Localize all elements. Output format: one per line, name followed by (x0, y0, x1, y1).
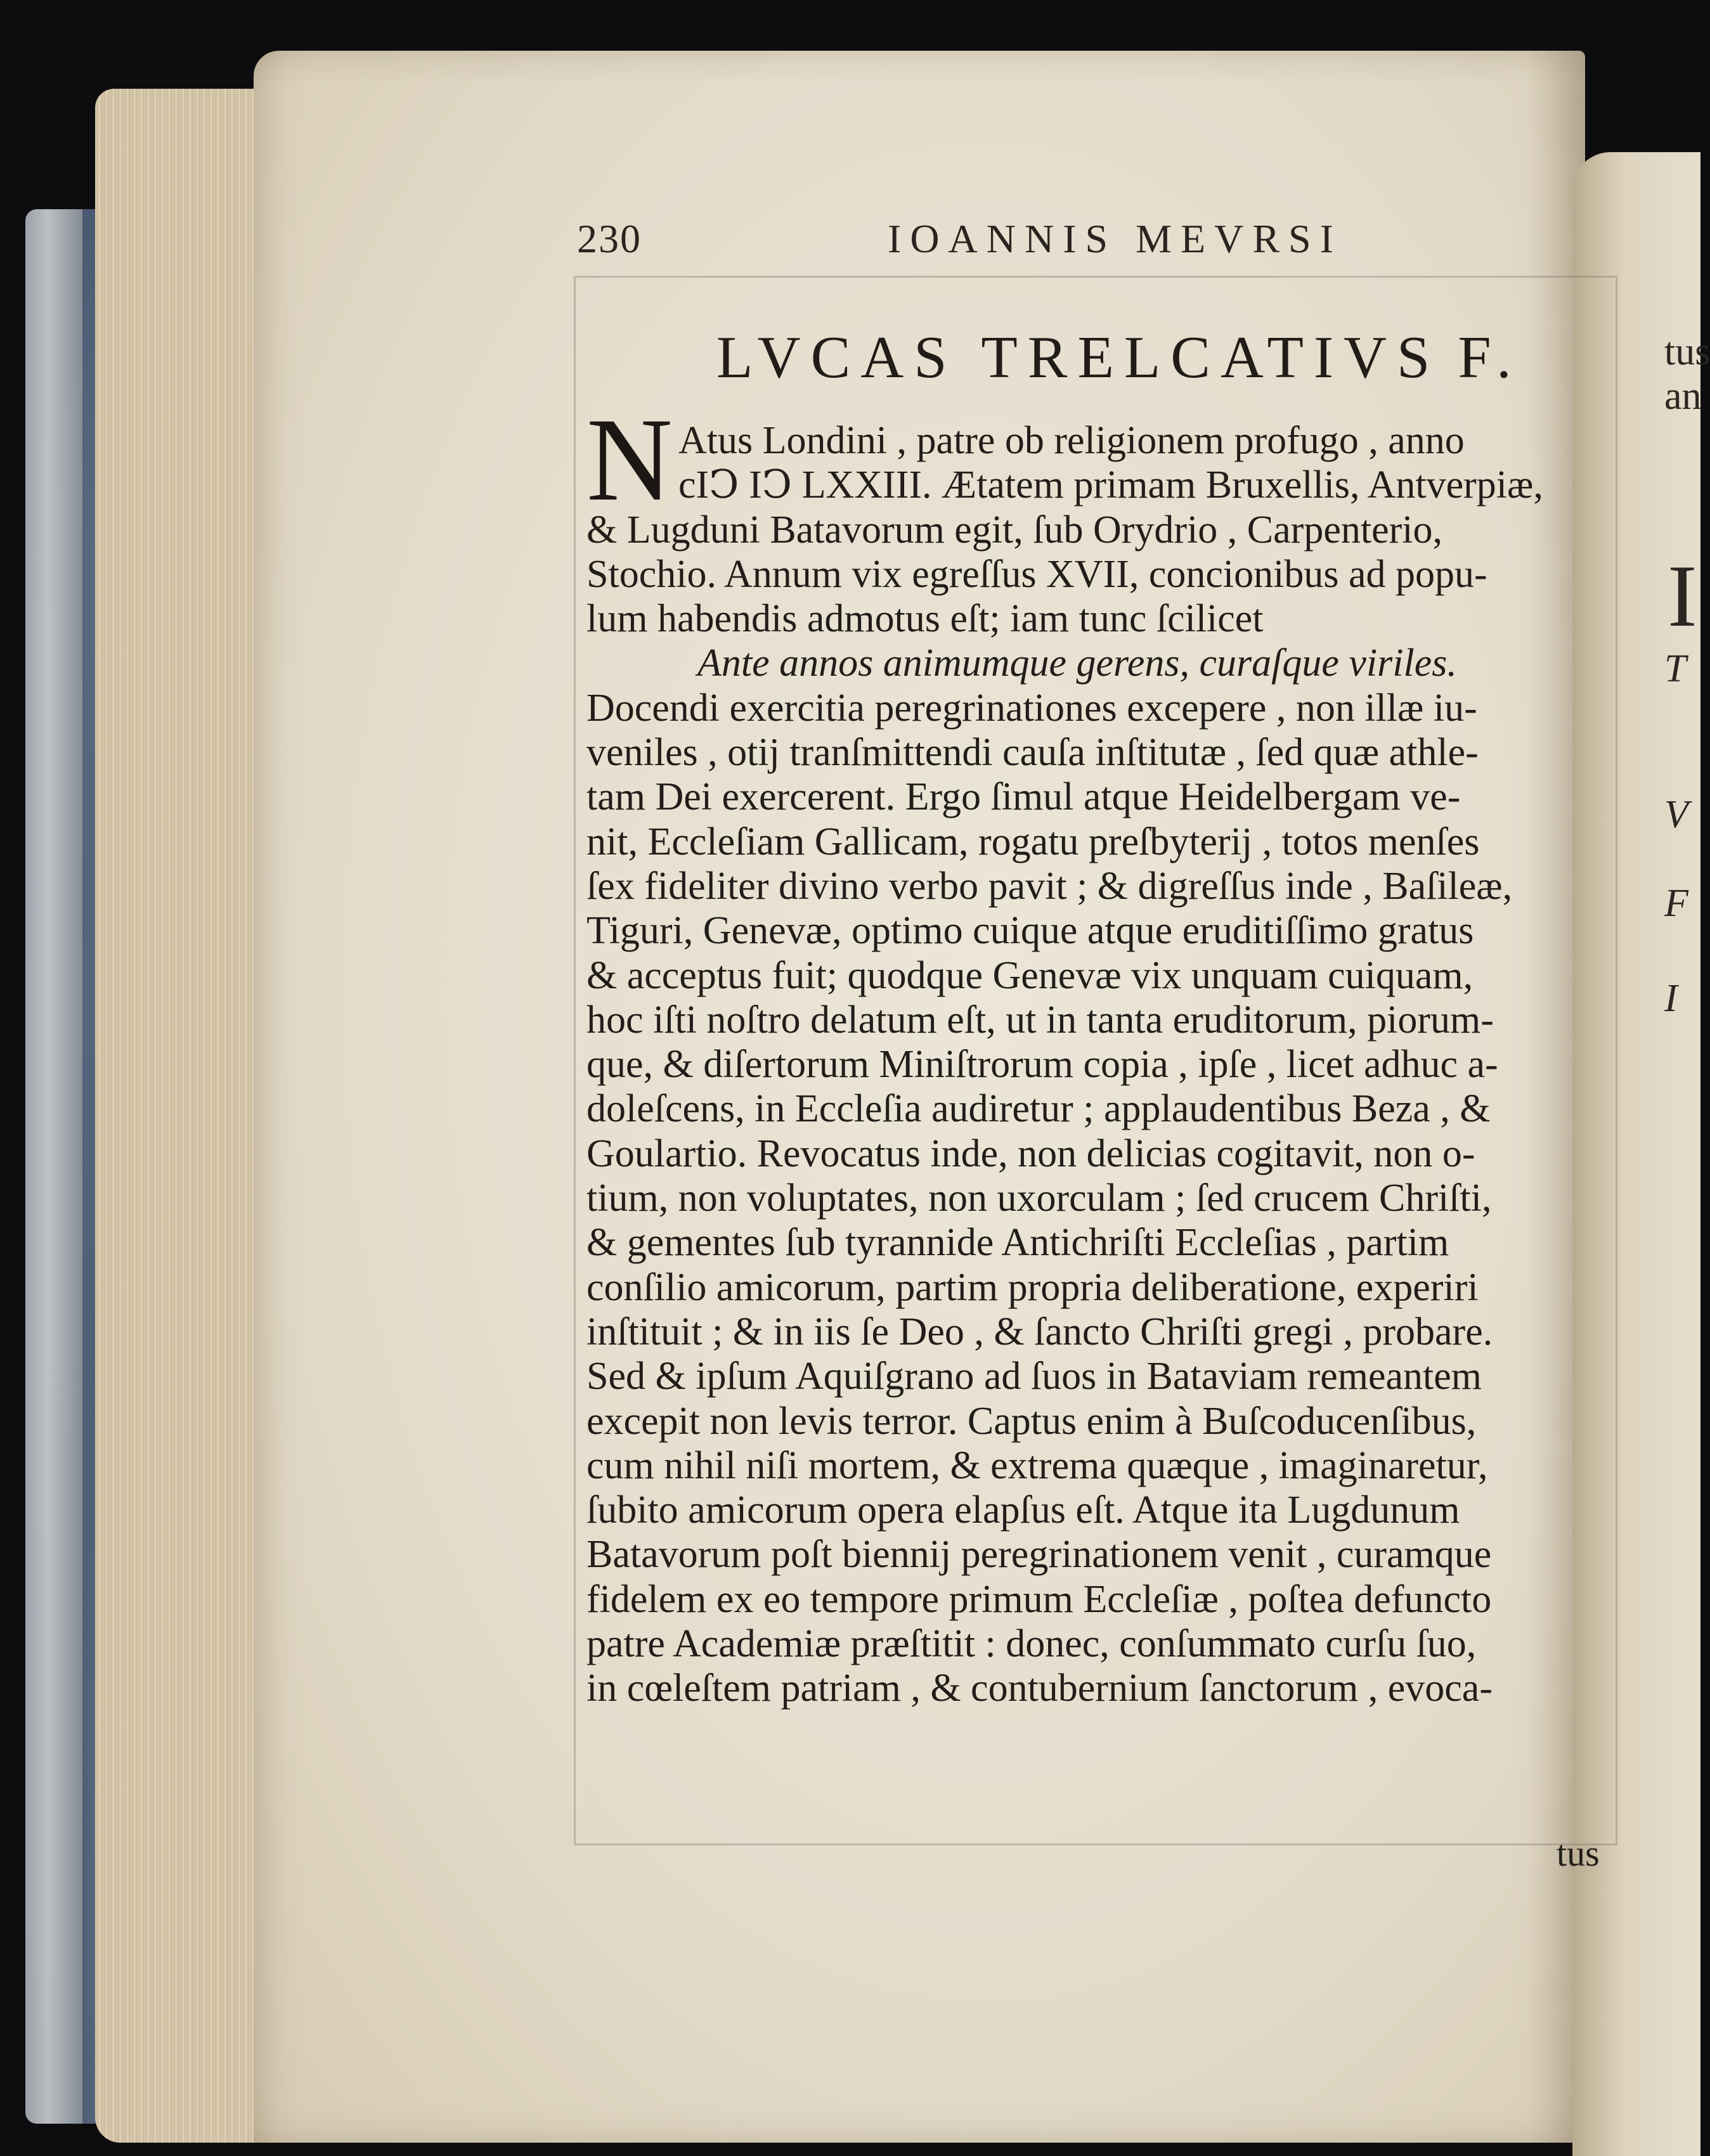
text-line: Docendi exercitia peregrinationes excepere , non illæ iu- (586, 686, 1477, 730)
text-line: Stochio. Annum vix egreſſus XVII, concionibus ad popu- (586, 552, 1487, 596)
text-line: ſubito amicorum opera elapſus eſt. Atque ita Lugdunum (586, 1488, 1460, 1532)
text-line: que, & diſertorum Miniſtrorum copia , ipſe , licet adhuc a- (586, 1043, 1498, 1087)
text-line: tium, non voluptates, non uxorculam ; ſed crucem Chriſti, (586, 1177, 1492, 1220)
entry-name: LVCAS TRELCATIVS (716, 325, 1441, 391)
text-line: doleſcens, in Eccleſia audiretur ; applaudentibus Beza , & (586, 1087, 1491, 1131)
text-line: Batavorum poſt biennij peregrinationem venit , curamque (586, 1533, 1492, 1577)
facing-fragment: I (1664, 977, 1678, 1020)
text-line: cum nihil niſi mortem, & extrema quæque , imaginaretur, (586, 1443, 1488, 1487)
cover-board-edge (25, 209, 82, 2124)
entry-title (716, 323, 1541, 392)
text-line: tam Dei exercerent. Ergo ſimul atque Heidelbergam ve- (586, 775, 1461, 819)
text-line: hoc iſti noſtro delatum eſt, ut in tanta eruditorum, piorum- (586, 998, 1494, 1042)
entry-title-suffix: F. (1458, 325, 1522, 391)
facing-fragment: V (1664, 793, 1688, 836)
text-line: patre Academiæ præſtitit : donec, conſummato curſu ſuo, (586, 1622, 1477, 1666)
text-line: & Lugduni Batavorum egit, ſub Orydrio , Carpenterio, (586, 508, 1442, 552)
running-header (577, 216, 1591, 266)
facing-fragment: F (1664, 882, 1688, 925)
catchword: tus (1557, 1833, 1600, 1874)
text-line: nit, Eccleſiam Gallicam, rogatu preſbyterij , totos menſes (586, 820, 1480, 863)
text-line: excepit non levis terror. Captus enim à Buſcoducenſibus, (586, 1399, 1477, 1443)
text-line: inſtituit ; & in iis ſe Deo , & ſancto Chriſti gregi , probare. (586, 1310, 1493, 1353)
text-line: Goulartio. Revocatus inde, non delicias cogitavit, non o- (586, 1132, 1475, 1175)
text-line: ſex fideliter divino verbo pavit ; & digreſſus inde , Baſileæ, (586, 864, 1513, 908)
text-line: conſilio amicorum, partim propria deliberatione, experiri (586, 1265, 1479, 1309)
facing-fragment: an (1664, 375, 1702, 418)
text-line: veniles , otij tranſmittendi cauſa inſtitutæ , ſed quæ athle- (586, 731, 1479, 775)
verse-quote: Ante annos animumque gerens, curaſque viriles. (697, 642, 1457, 685)
text-line: Tiguri, Genevæ, optimo cuique atque eruditiſſimo gratus (586, 909, 1474, 953)
text-line: & gementes ſub tyrannide Antichriſti Eccleſias , partim (586, 1221, 1449, 1265)
facing-fragment: T (1664, 647, 1687, 690)
body-text (586, 418, 1601, 1711)
page-number: 230 (577, 216, 642, 261)
facing-fragment: I (1668, 547, 1697, 645)
text-line: fidelem ex eo tempore primum Eccleſiæ , poſtea defuncto (586, 1577, 1492, 1621)
text-line: Atus Londini , patre ob religionem profugo , anno (678, 419, 1465, 462)
text-line: lum habendis admotus eſt; iam tunc ſcilicet (586, 597, 1264, 641)
running-title: IOANNIS MEVRSI (888, 216, 1342, 261)
drop-cap: N (586, 393, 673, 526)
text-line: cIↃ IↃ LXXIII. Ætatem primam Bruxellis, Antverpiæ, (678, 463, 1543, 507)
facing-fragment: tus (1664, 330, 1710, 373)
text-line: in cœleſtem patriam , & contubernium ſanctorum , evoca- (586, 1667, 1493, 1710)
text-line: & acceptus fuit; quodque Genevæ vix unquam cuiquam, (586, 953, 1474, 997)
text-line: Sed & ipſum Aquiſgrano ad ſuos in Bataviam remeantem (586, 1355, 1482, 1398)
